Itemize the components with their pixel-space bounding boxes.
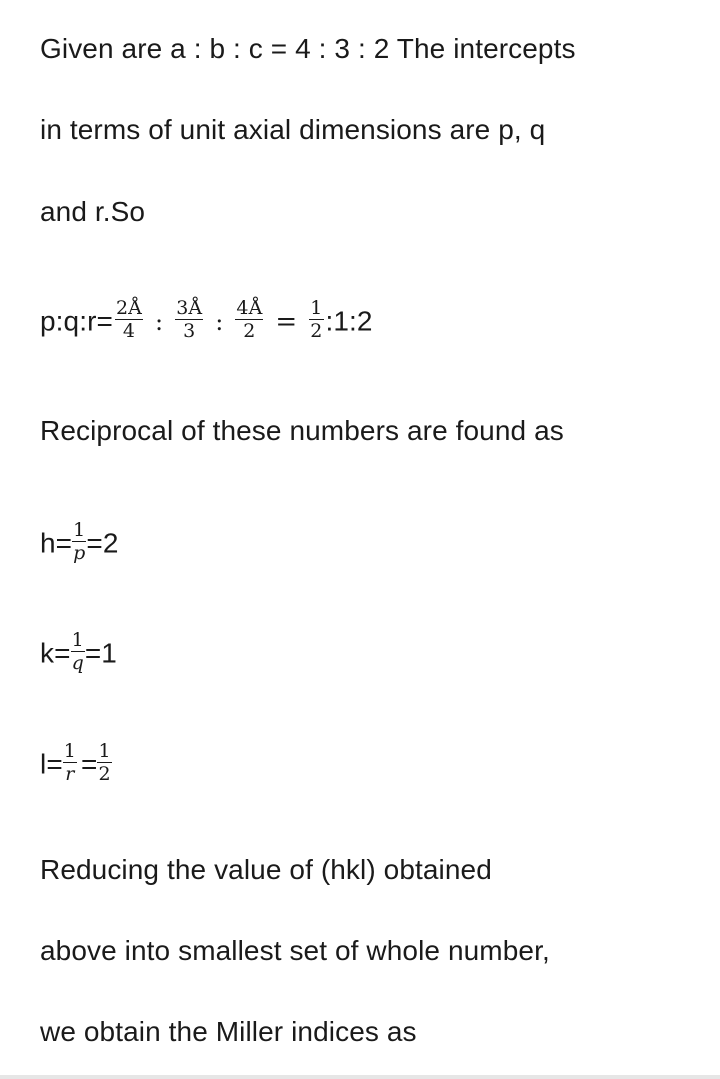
fraction-2a-over-4 [115,298,143,341]
fraction-1-over-2 [97,741,111,784]
ratio-separator: : [155,307,164,336]
bottom-divider [0,1075,720,1079]
fraction-denominator: 4 [122,320,136,342]
fraction-numerator: 4Å [236,297,263,319]
fraction-denominator: 3 [183,320,196,342]
fraction-1-over-q [71,630,85,673]
fraction-3a-over-3 [175,298,203,341]
k-equation [40,629,117,675]
fraction-denominator: 2 [98,763,111,785]
text-line-reciprocal [40,414,564,448]
intercepts-text: in terms of unit axial dimensions are p, q [40,114,546,145]
ratio-equation [40,297,373,343]
equals-sign: = [275,306,298,337]
ratio-separator: : [215,307,224,336]
given-text: Given are a : b : c = 4 : 3 : 2 The intercepts [40,33,576,64]
reciprocal-text: Reciprocal of these numbers are found as [40,415,564,446]
fraction-1-over-p [72,520,86,563]
fraction-4a-over-2 [235,298,263,341]
fraction-numerator: 2Å [115,297,142,319]
fraction-numerator: 1 [98,740,111,762]
fraction-denominator: p [73,542,86,564]
k-suffix: =1 [84,637,117,669]
fraction-denominator: 2 [310,320,323,342]
l-equals: = [80,748,98,780]
fraction-numerator: 1 [73,519,86,541]
ratio-suffix: :1:2 [325,305,373,337]
whole-number-text: above into smallest set of whole number, [40,935,550,966]
text-line-whole-number [40,934,550,968]
fraction-1-over-2 [309,298,323,341]
text-line-miller [40,1015,417,1049]
text-line-given [40,32,576,66]
fraction-1-over-r [63,741,77,784]
h-suffix: =2 [86,527,119,559]
miller-text: we obtain the Miller indices as [40,1016,417,1047]
fraction-numerator: 1 [71,629,84,651]
l-prefix: l= [40,748,63,780]
fraction-denominator: 2 [243,320,256,342]
fraction-numerator: 3Å [176,297,203,319]
text-line-and-so [40,195,145,229]
text-line-reducing [40,853,492,887]
h-equation [40,519,119,565]
ratio-prefix: p:q:r= [40,305,113,337]
k-prefix: k= [40,637,71,669]
h-prefix: h= [40,527,73,559]
and-so-text: and r.So [40,196,146,227]
fraction-numerator: 1 [63,740,76,762]
fraction-denominator: q [71,652,84,674]
text-line-intercepts [40,113,545,147]
fraction-denominator: r [65,763,75,785]
l-equation [40,740,112,786]
fraction-numerator: 1 [310,297,323,319]
reducing-text: Reducing the value of (hkl) obtained [40,854,492,885]
